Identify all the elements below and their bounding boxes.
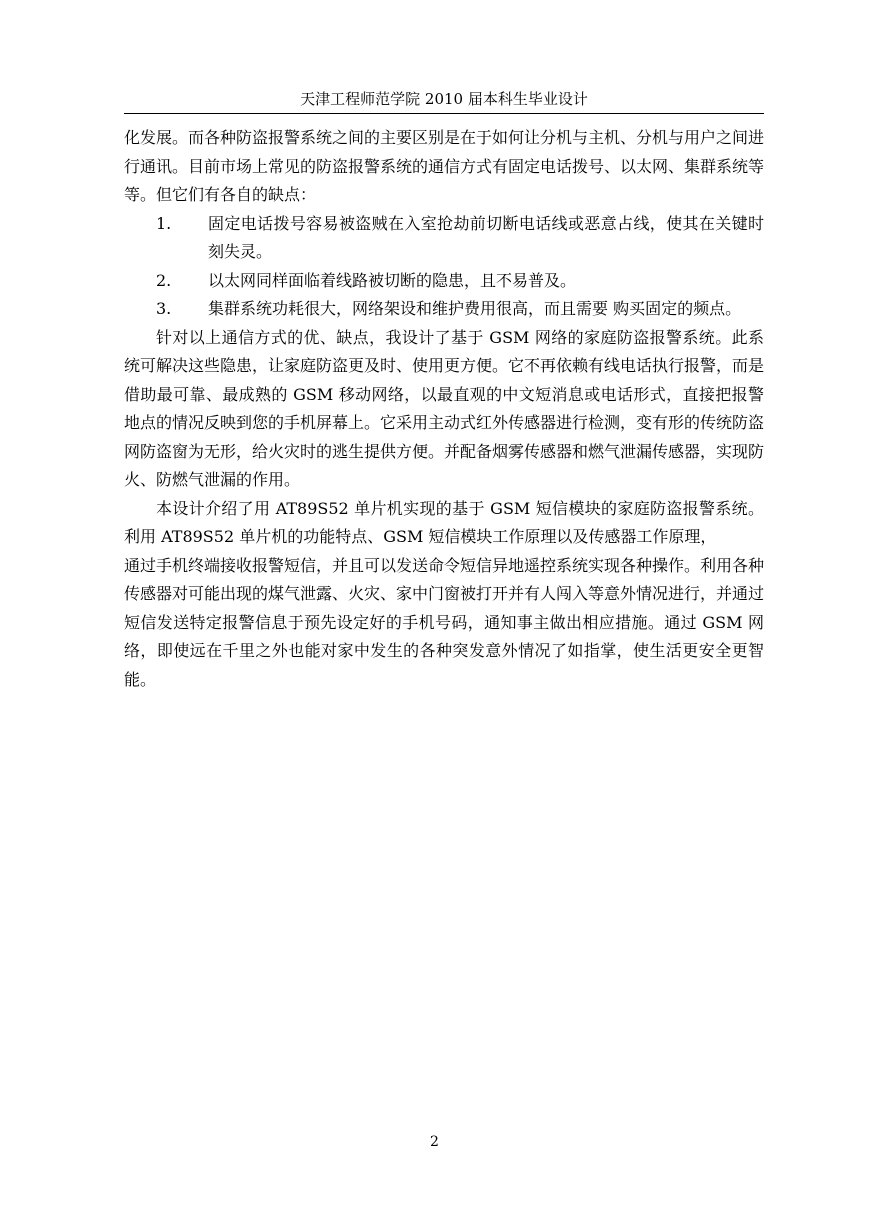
list-item-3 <box>124 295 764 324</box>
running-header: 天津工程师范学院 2010 届本科生毕业设计 <box>300 90 588 108</box>
paragraph-3-line2: 通过手机终端接收报警短信，并且可以发送命令短信异地遥控系统实现各种操作。利用各种传感器对可能出现的煤气泄露、火灾、家中门窗被打开并有人闯入等意外情况进行，并通过短信发送特定报警信息于预先设定好的手机号码，通知事主做出相应措施。通过 GSM 网络，即使远在千里之外也能对家中发生的各种突发意外情况了如指掌，使生活更安全更智能。 <box>124 555 765 689</box>
list-text: 以太网同样面临着线路被切断的隐患，且不易普及。 <box>208 270 577 290</box>
paragraph-2: 针对以上通信方式的优、缺点，我设计了基于 GSM 网络的家庭防盗报警系统。此系统可解决这些隐患，让家庭防盗更及时、使用更方便。它不再依赖有线电话执行报警，而是借助最可靠、最成熟的 GSM 移动网络，以最直观的中文短消息或电话形式，直接把报警地点的情况反映到您的手机屏幕上。它采用主动式红外传感器进行检测，变有形的传统防盗网防盗窗为无形，给火灾时的逃生提供方便。并配备烟雾传感器和燃气泄漏传感器，实现防火、防燃气泄漏的作用。 <box>124 327 765 489</box>
list-number: 2. <box>156 270 172 290</box>
list-text: 固定电话拨号容易被盗贼在入室抢劫前切断电话线或恶意占线，使其在关键时刻失灵。 <box>208 213 764 261</box>
list-number: 1. <box>156 213 172 233</box>
list-item-1 <box>124 210 764 267</box>
paragraph-3-line1: 本设计介绍了用 AT89S52 单片机实现的基于 GSM 短信模块的家庭防盗报警系统。利用 AT89S52 单片机的功能特点、GSM 短信模块工作原理以及传感器工作原理， <box>124 498 764 546</box>
list-item-2 <box>124 267 764 296</box>
list-text: 集群系统功耗很大，网络架设和维护费用很高，而且需要 购买固定的频点。 <box>208 299 742 318</box>
document-body <box>124 124 764 694</box>
list-number: 3. <box>156 299 172 318</box>
page-number: 2 <box>430 1134 439 1150</box>
header-rule <box>124 113 764 114</box>
intro-paragraph: 化发展。而各种防盗报警系统之间的主要区别是在于如何让分机与主机、分机与用户之间进行通讯。目前市场上常见的防盗报警系统的通信方式有固定电话拨号、以太网、集群系统等等。但它们有各自的缺点： <box>124 128 765 204</box>
